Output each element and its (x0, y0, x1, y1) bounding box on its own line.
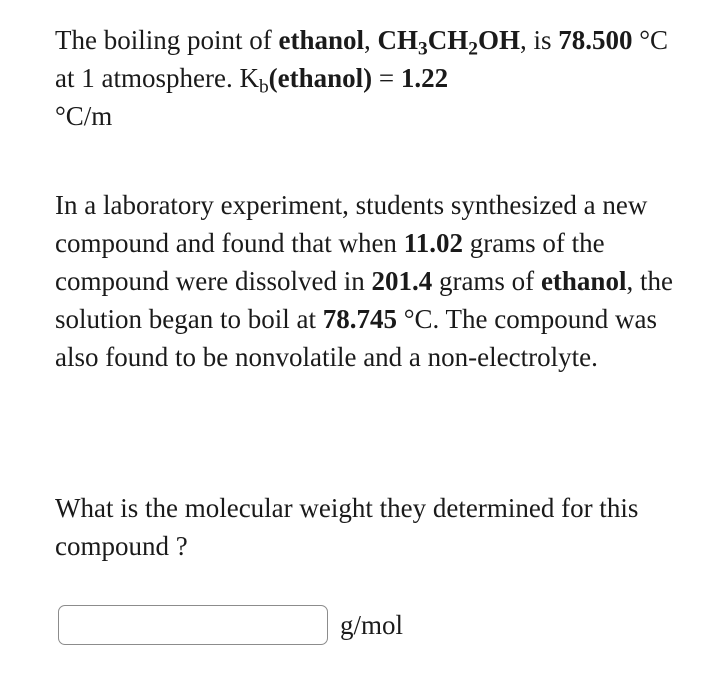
kb-paren-close: ) (363, 63, 373, 93)
text-segment: = (372, 63, 401, 93)
text-segment: grams of (432, 266, 541, 296)
problem-statement-boiling-point (55, 21, 675, 135)
text-segment: , is (519, 25, 559, 55)
text-segment: grams of the compound were dissolved in (55, 228, 605, 296)
text-segment: , (364, 25, 378, 55)
answer-row (58, 605, 403, 645)
text-segment: , the solution began to boil at (55, 266, 673, 334)
compound-name-ethanol: ethanol (278, 25, 364, 55)
text-segment: In a laboratory experiment, students synthesized a new compound and found that when (55, 190, 648, 258)
kb-unit: °C/m (55, 101, 113, 131)
kb-subscript: b (258, 76, 269, 98)
kb-solvent-name: ethanol (277, 63, 364, 93)
text-segment: The boiling point of (55, 25, 279, 55)
boiling-point-value: 78.500 (558, 25, 633, 55)
solute-mass-value: 11.02 (403, 228, 463, 258)
chemical-formula: $CH_3CH_2OH$ (377, 25, 520, 60)
solvent-mass-value: 201.4 (371, 266, 433, 296)
kb-paren-open: ( (268, 63, 278, 93)
problem-statement-experiment (55, 186, 675, 376)
molecular-weight-input[interactable] (58, 605, 328, 645)
text-segment: °C. The compound was also found to be nonvolatile and a non-electrolyte. (55, 304, 658, 372)
solution-boiling-point-value: 78.745 (322, 304, 397, 334)
kb-value: 1.22 (400, 63, 449, 93)
question-text: What is the molecular weight they determined for this compound ? (55, 493, 639, 561)
solvent-name-ethanol: ethanol (540, 266, 627, 296)
text-segment: °C at 1 atmosphere. K (55, 25, 669, 93)
answer-unit-label: g/mol (340, 609, 404, 640)
